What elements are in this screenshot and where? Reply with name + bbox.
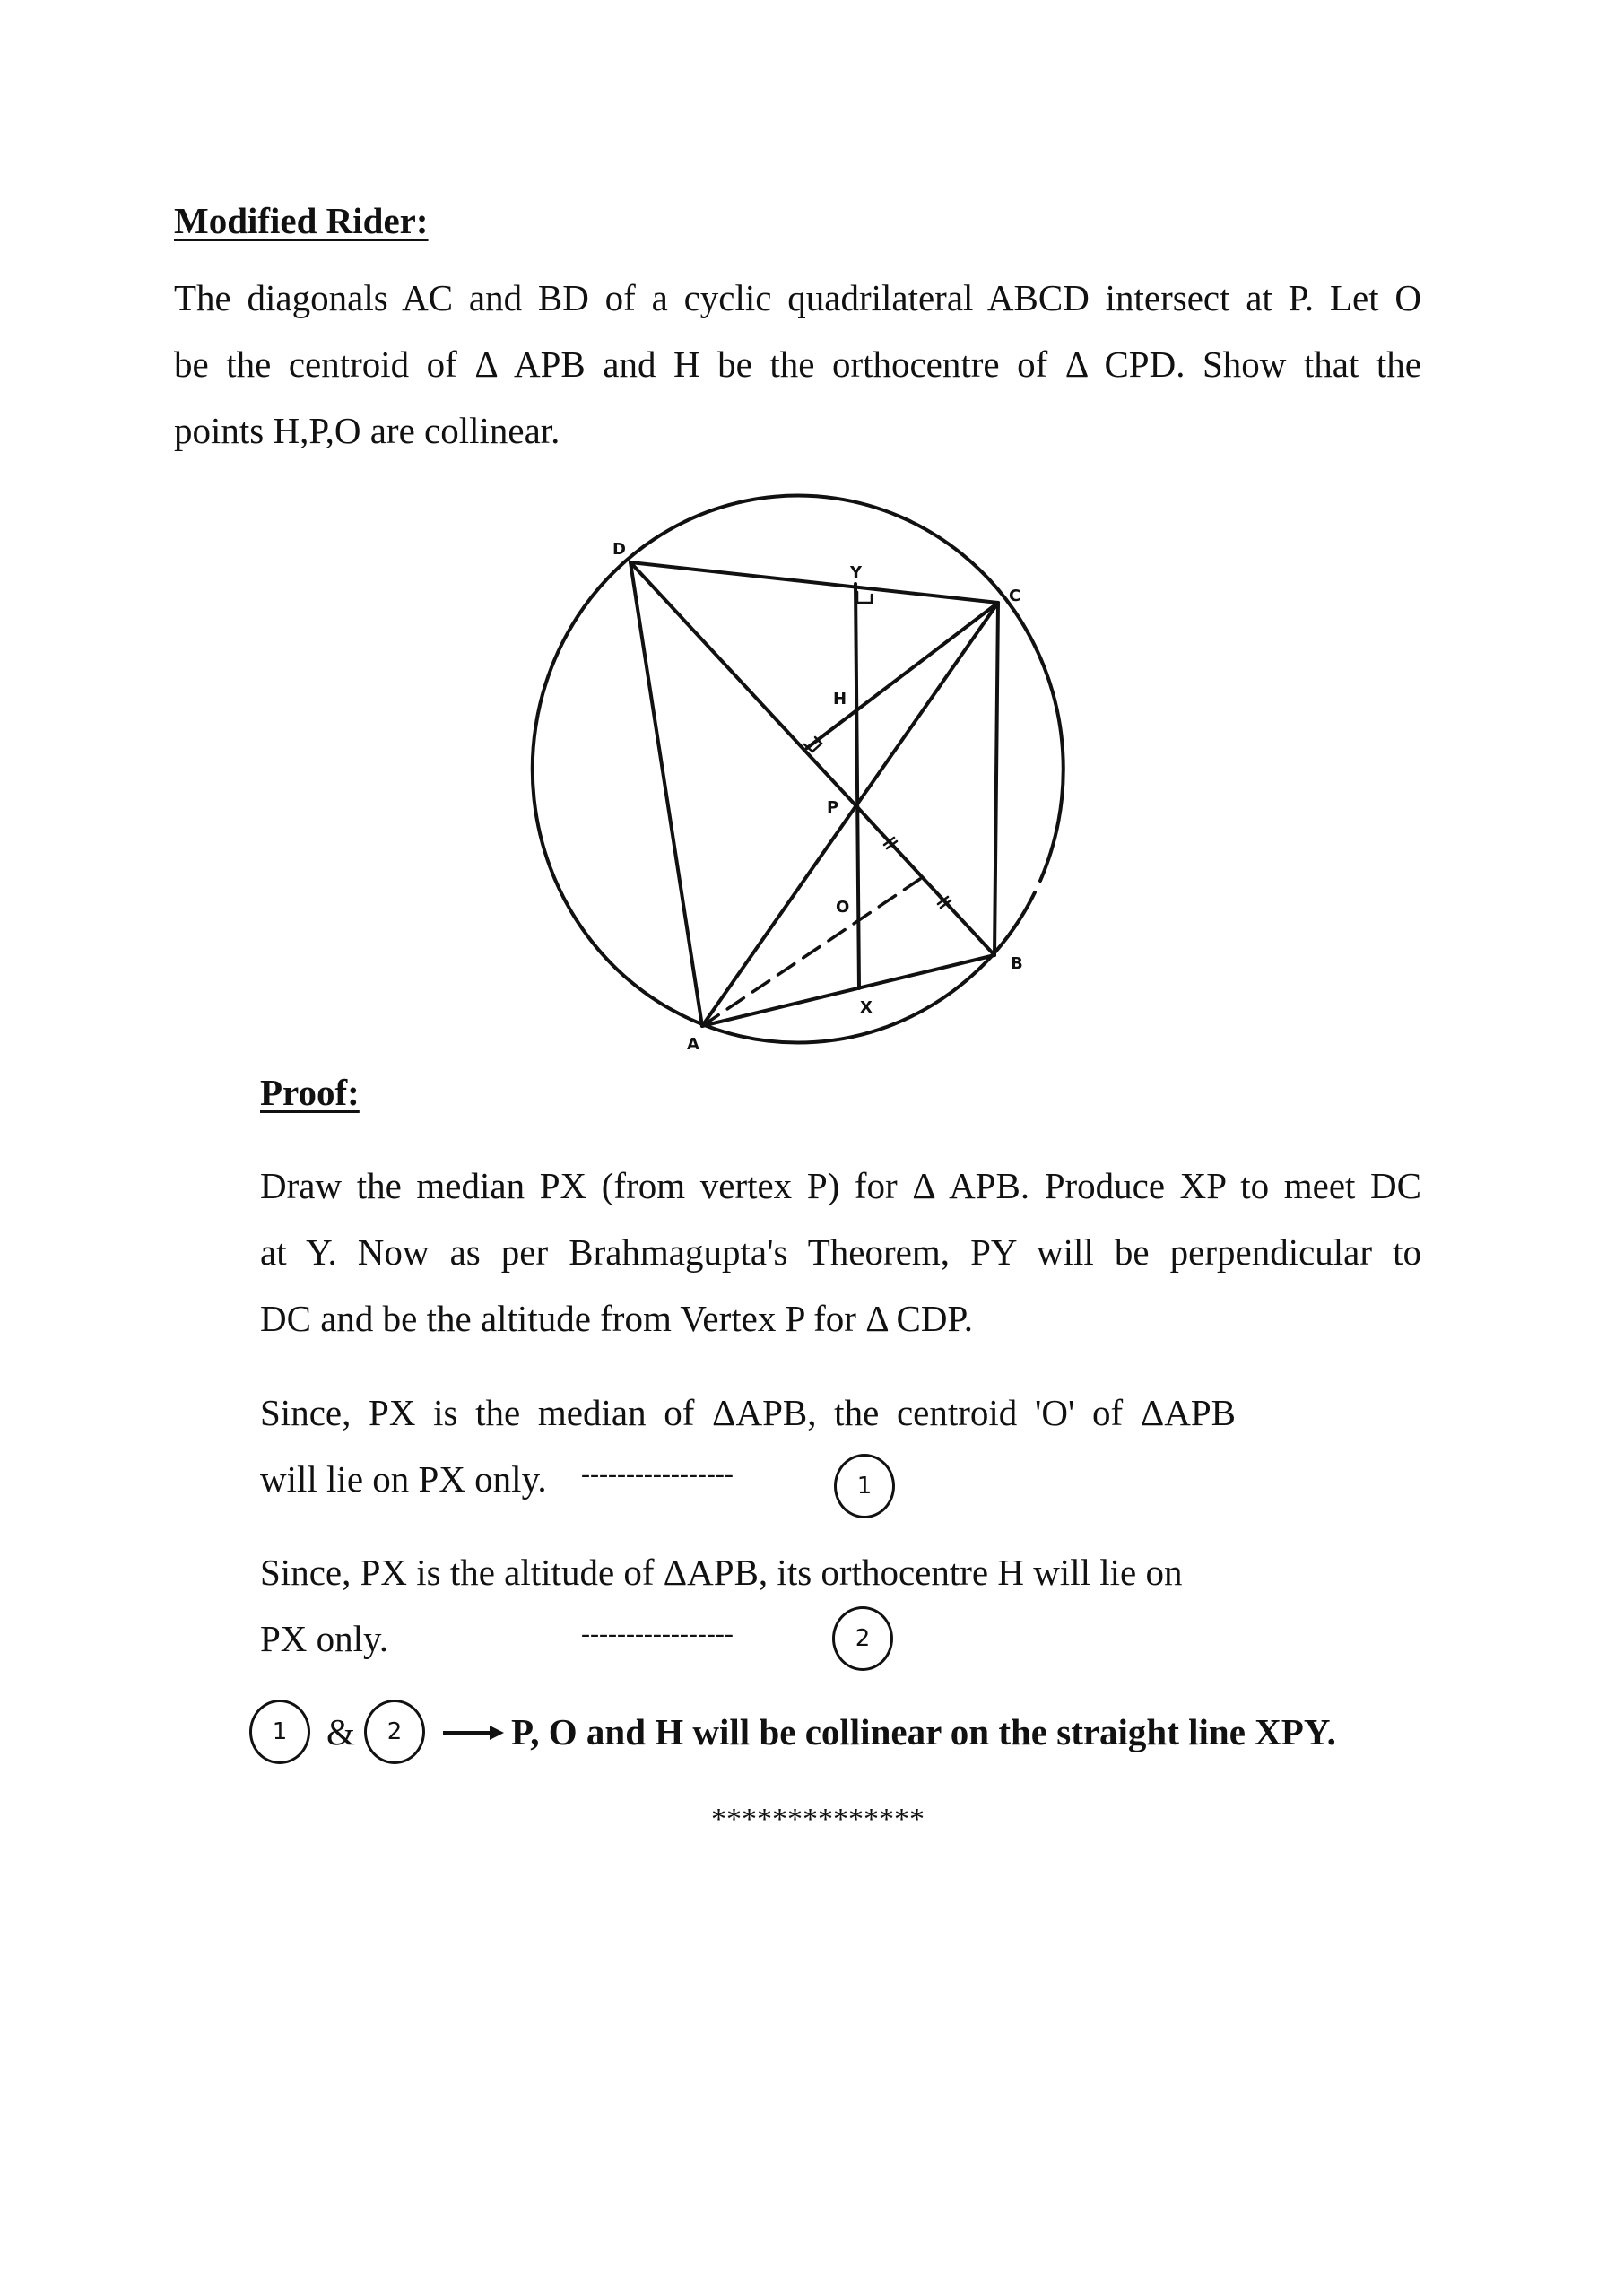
right-angle-Y bbox=[857, 592, 872, 603]
altitude-C-to-BD bbox=[807, 603, 998, 748]
label-C: C bbox=[1009, 587, 1021, 605]
proof-line-2: at Y. Now as per Brahmagupta's Theorem, PY will be perpendicular to bbox=[260, 1231, 1421, 1273]
statement2-dashes: ----------------- bbox=[581, 1619, 734, 1648]
circumcircle bbox=[533, 496, 1064, 1043]
statement1-line2: will lie on PX only. bbox=[260, 1458, 547, 1500]
side-DC bbox=[630, 562, 998, 603]
problem-line-3: points H,P,O are collinear. bbox=[174, 410, 560, 451]
label-Y: Y bbox=[850, 563, 863, 582]
diagonal-BD bbox=[630, 562, 994, 955]
conclusion-text: P, O and H will be collinear on the straight line XPY. bbox=[511, 1711, 1336, 1752]
label-O: O bbox=[836, 898, 850, 917]
statement1-dashes: ----------------- bbox=[581, 1459, 734, 1489]
proof-line-3: DC and be the altitude from Vertex P for Δ CDP. bbox=[260, 1298, 974, 1339]
statement2-line1: Since, PX is the altitude of ΔAPB, its orthocentre H will lie on bbox=[260, 1552, 1183, 1593]
problem-line-1: The diagonals AC and BD of a cyclic quadrilateral ABCD intersect at P. Let O bbox=[174, 277, 1421, 318]
side-AD bbox=[630, 562, 702, 1026]
label-A: A bbox=[687, 1035, 699, 1054]
label-D: D bbox=[612, 540, 626, 559]
label-X: X bbox=[860, 998, 873, 1017]
end-marker: ************** bbox=[711, 1803, 925, 1836]
cyclic-quadrilateral-diagram bbox=[0, 0, 1624, 1076]
proof-line-1: Draw the median PX (from vertex P) for Δ APB. Produce XP to meet DC bbox=[260, 1165, 1421, 1206]
statement2-line2: PX only. bbox=[260, 1618, 389, 1659]
label-H: H bbox=[833, 690, 847, 709]
label-P: P bbox=[827, 798, 839, 817]
median-A-dashed bbox=[702, 879, 920, 1026]
line-XY bbox=[855, 584, 859, 988]
diagonal-AC bbox=[702, 603, 998, 1026]
side-CB bbox=[994, 603, 998, 955]
problem-line-2: be the centroid of Δ APB and H be the orthocentre of Δ CPD. Show that the bbox=[174, 344, 1421, 385]
label-B: B bbox=[1011, 954, 1023, 973]
ampersand: & bbox=[326, 1711, 355, 1752]
conclusion-ref-circle-1: 1 bbox=[249, 1700, 310, 1764]
proof-heading: Proof: bbox=[260, 1072, 360, 1113]
conclusion-ref-circle-2: 2 bbox=[364, 1700, 425, 1764]
statement1-line1: Since, PX is the median of ΔAPB, the centroid 'O' of ΔAPB bbox=[260, 1392, 1236, 1433]
reference-circle-1: 1 bbox=[834, 1454, 895, 1518]
reference-circle-2: 2 bbox=[832, 1606, 893, 1671]
page-title: Modified Rider: bbox=[174, 200, 429, 241]
